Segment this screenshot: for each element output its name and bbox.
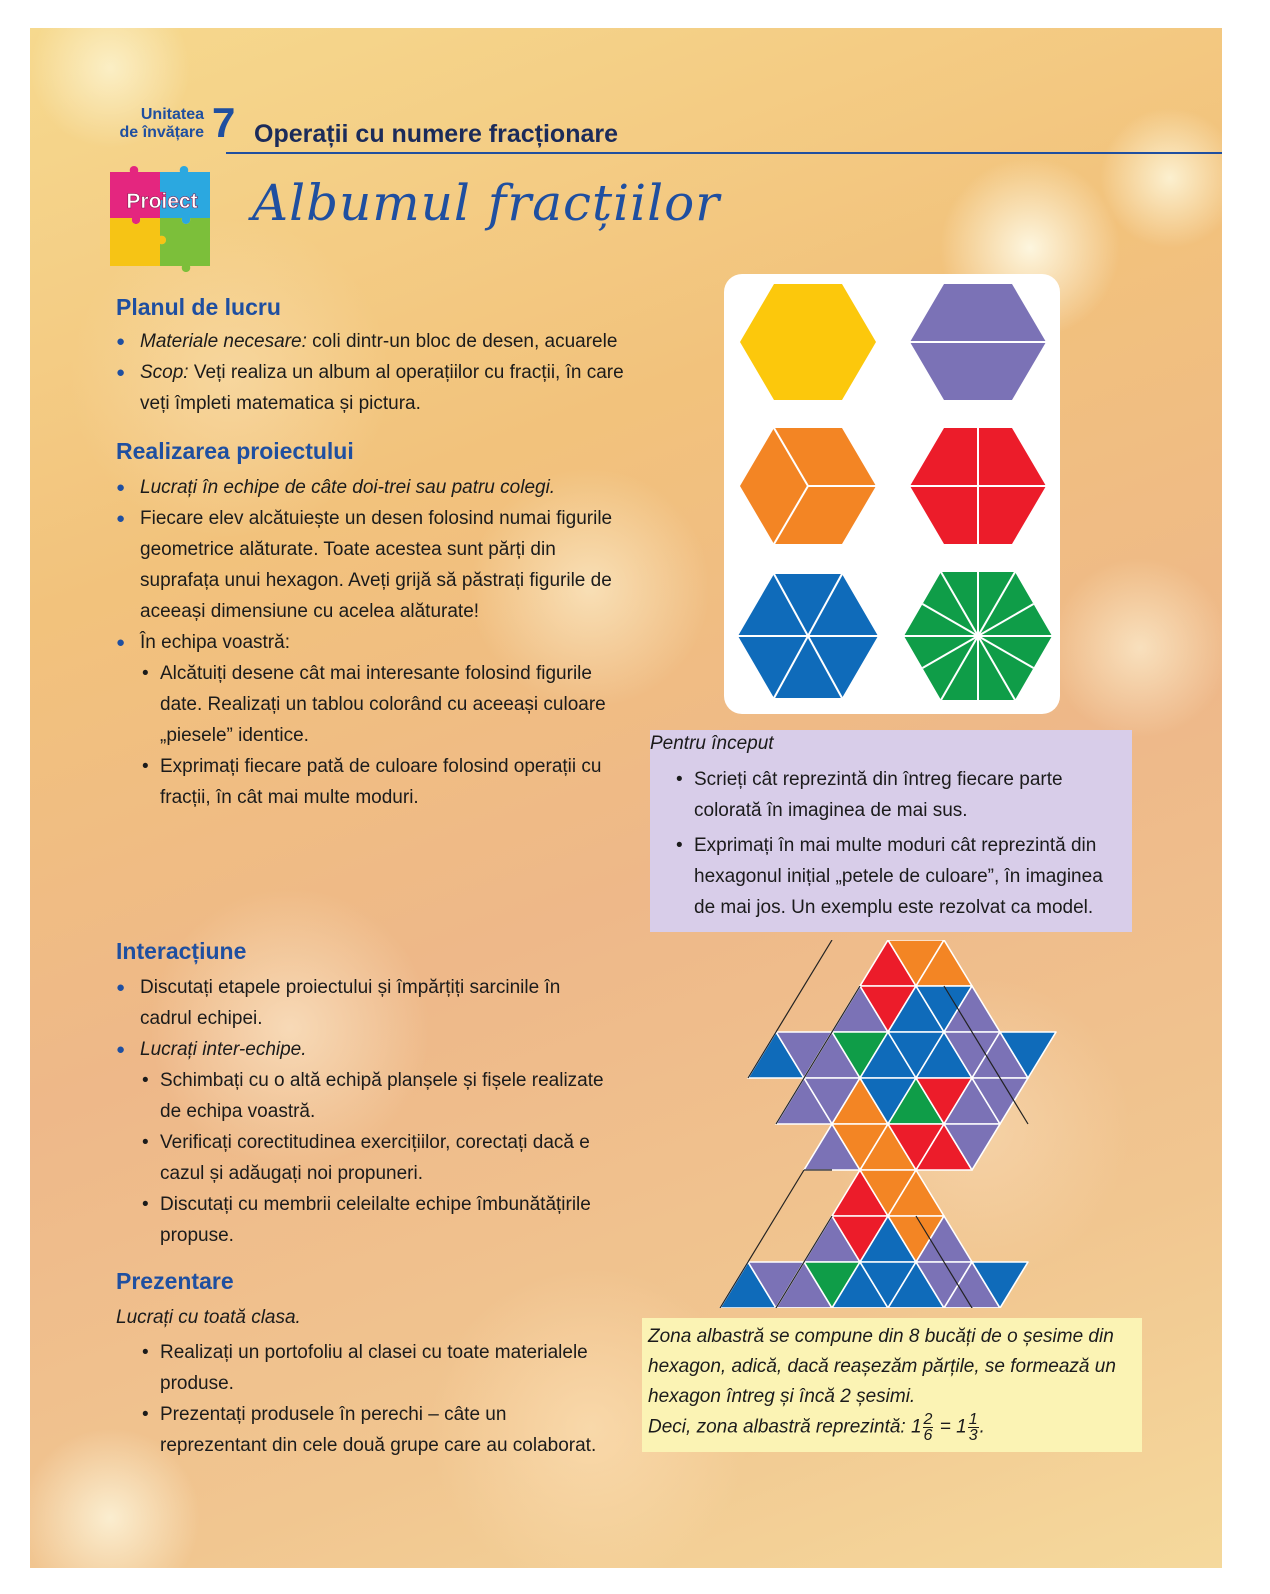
prezentare-sub-2: • Prezentați produsele în perechi – câte un reprezentant din cele două grupe care au colaborat. (140, 1399, 616, 1461)
prezentare-intro: Lucrați cu toată clasa. (116, 1307, 301, 1328)
interactiune-sub-2: • Verificați corectitudinea exercițiilor, corectați dacă e cazul și adăugați noi propuneri. (140, 1127, 616, 1189)
zone-explanation-text: Zona albastră se compune din 8 bucăți de o șesime din hexagon, adică, dacă reașezăm părțile, se formează un hexagon întreg și încă 2 șesimi. (648, 1326, 1116, 1407)
realizarea-item-3 (116, 627, 616, 813)
realizarea-sub-2: • Exprimați fiecare pată de culoare folosind operații cu fracții, în cât mai multe moduri. (140, 751, 616, 813)
planul-item-materiale (116, 326, 636, 357)
puzzle-icon (106, 162, 216, 276)
hexagon-pieces-illustration (724, 274, 1060, 714)
project-badge-label: Proiect (126, 190, 198, 213)
fraction-2-denominator: 3 (968, 1427, 978, 1444)
realizarea-sub-1: • Alcătuiți desene cât mai interesante folosind figurile date. Realizați un tablou colorând cu aceeași culoare „piesele” identice. (140, 658, 616, 751)
scop-label: Scop: (140, 362, 189, 383)
fraction-two-sixths (923, 1412, 934, 1443)
interactiune-sub-3: • Discutați cu membrii celeilalte echipe îmbunătățirile propuse. (140, 1189, 616, 1251)
interactiune-item-1: ● Discutați etapele proiectului și împărțiți sarcinile în cadrul echipei. (116, 972, 616, 1034)
fraction-1-numerator: 2 (923, 1411, 933, 1428)
chapter-title: Operații cu numere fracționare (254, 120, 619, 148)
interactiune-item-2-text: Lucrați inter-echipe. (140, 1039, 307, 1060)
zone-explanation (648, 1322, 1136, 1443)
page-background (30, 28, 1222, 1568)
start-item-1: • Scrieți cât reprezintă din întreg fiecare parte colorată în imaginea de mai sus. (674, 764, 1114, 826)
zone-whole-2: 1 (956, 1416, 967, 1438)
scop-text: Veți realiza un album al operațiilor cu fracții, în care veți împleti matematica și pictura. (140, 362, 624, 414)
interactiune-list (116, 972, 616, 1251)
unit-label (112, 106, 204, 142)
materiale-text: coli dintr-un bloc de desen, acuarele (306, 331, 618, 352)
realizarea-item-1-text: Lucrați în echipe de câte doi-trei sau patru colegi. (140, 477, 556, 498)
realizarea-item-2: ● Fiecare elev alcătuiește un desen folosind numai figurile geometrice alăturate. Toate acestea sunt părți din suprafața unui hexagon. Aveți grijă să păstrați figurile de aceeași dimensiune cu acelea alăturate! (116, 503, 616, 627)
zone-explanation-box (642, 1318, 1142, 1452)
prezentare-block (116, 1302, 616, 1461)
prezentare-heading: Prezentare (116, 1268, 234, 1294)
zone-conclusion-prefix: Deci, zona albastră reprezintă: (648, 1416, 911, 1438)
planul-list (116, 326, 636, 419)
unit-label-line2: de învățare (119, 124, 204, 141)
hexagon-yellow (740, 284, 876, 400)
unit-label-line1: Unitatea (140, 106, 204, 123)
start-item-2: • Exprimați în mai multe moduri cât reprezintă din hexagonul inițial „petele de culoare”, în imaginea de mai jos. Un exemplu este rezolvat ca model. (674, 830, 1114, 923)
realizarea-item-3-text: În echipa voastră: (140, 632, 290, 653)
interactiune-item-2 (116, 1034, 616, 1251)
realizarea-item-1 (116, 472, 616, 503)
fraction-one-third (968, 1412, 979, 1443)
hexagon-pieces-card (724, 274, 1060, 714)
prezentare-sub-1: • Realizați un portofoliu al clasei cu toate materialele produse. (140, 1337, 616, 1399)
start-label: Pentru început (650, 733, 774, 754)
planul-item-scop (116, 357, 636, 419)
hexagon-mosaic-illustration (690, 940, 1092, 1308)
realizarea-list (116, 472, 616, 813)
header-rule (226, 152, 1222, 154)
interactiune-heading: Interacțiune (116, 938, 247, 964)
start-box (650, 730, 1132, 932)
planul-heading: Planul de lucru (116, 294, 281, 320)
zone-whole-1: 1 (910, 1416, 922, 1438)
unit-number: 7 (212, 99, 236, 146)
start-list (674, 764, 1114, 923)
interactiune-sub-1: • Schimbați cu o altă echipă planșele și fișele realizate de echipa voastră. (140, 1065, 616, 1127)
zone-suffix: . (979, 1416, 985, 1438)
zone-equals: = (934, 1416, 957, 1438)
fraction-1-denominator: 6 (923, 1427, 933, 1444)
materiale-label: Materiale necesare: (140, 331, 307, 352)
realizarea-heading: Realizarea proiectului (116, 438, 354, 464)
fraction-2-numerator: 1 (968, 1411, 978, 1428)
project-title: Albumul fracțiilor (252, 174, 721, 232)
